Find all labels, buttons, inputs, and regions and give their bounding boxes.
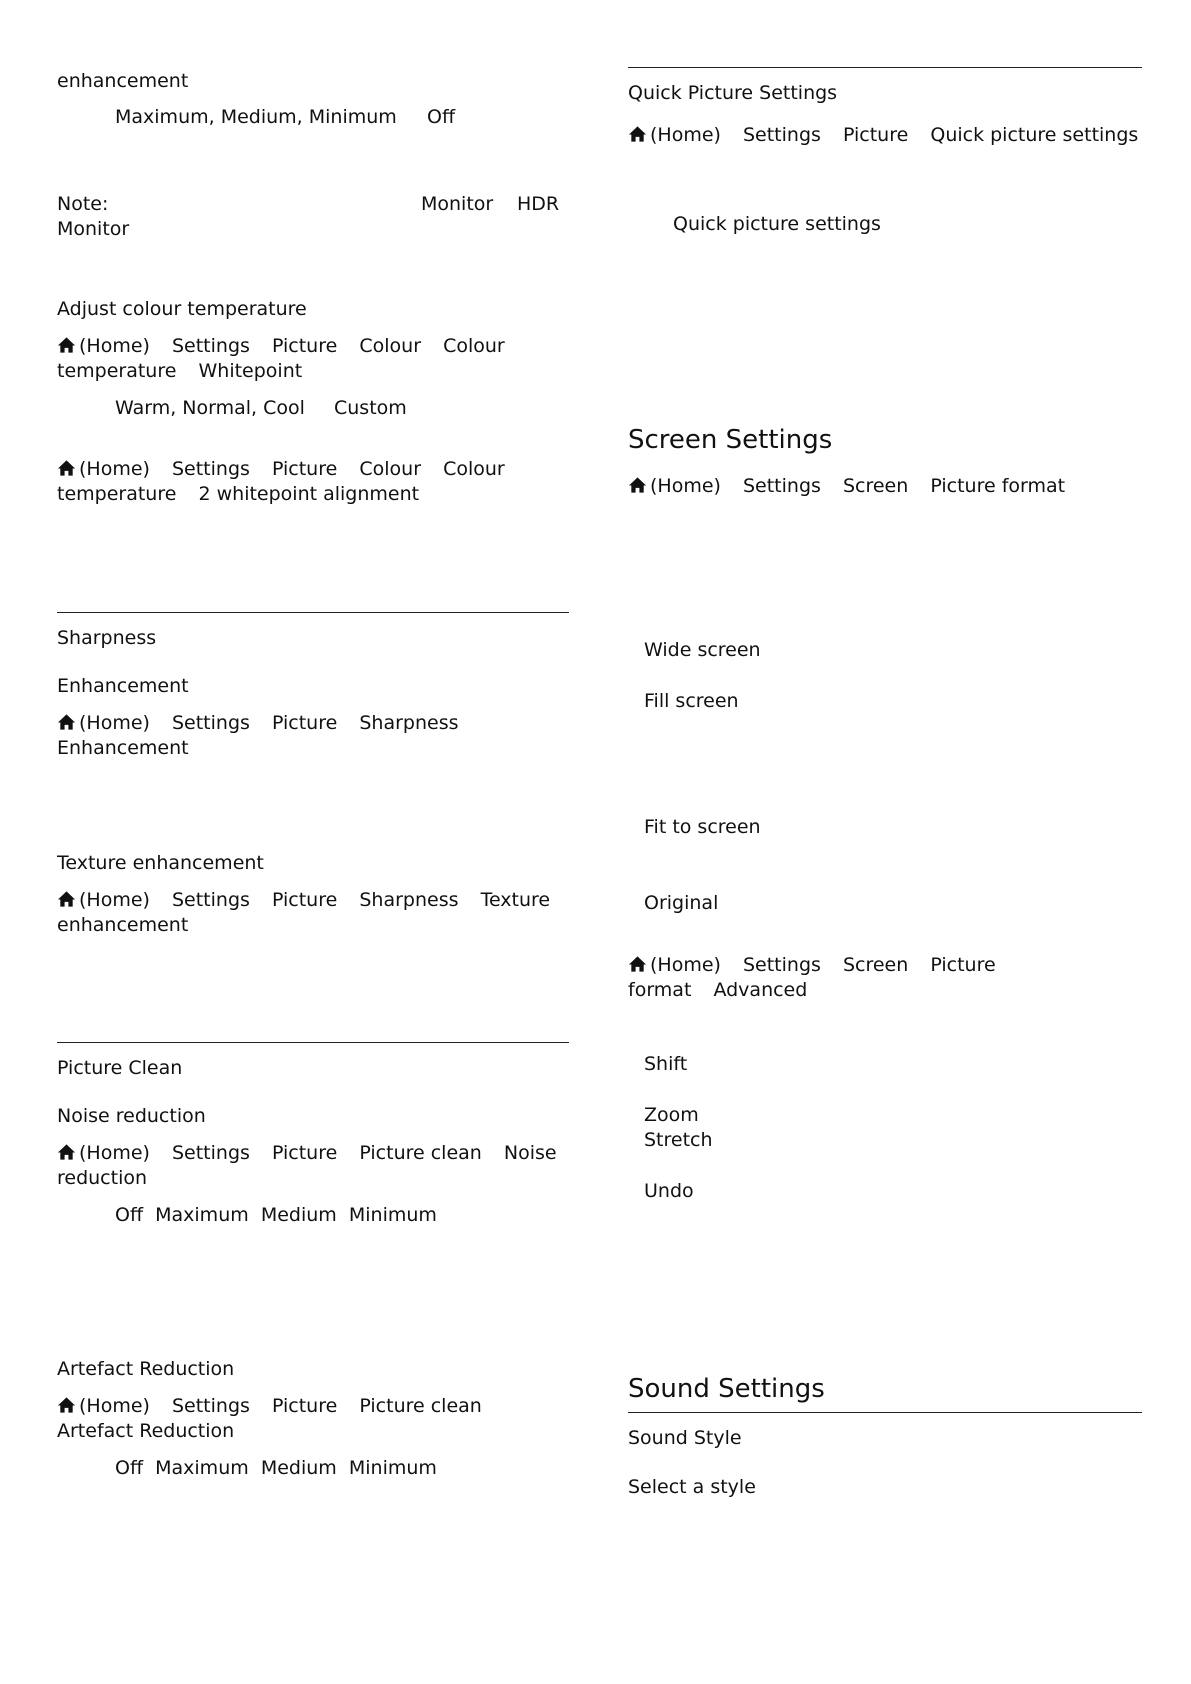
section-divider xyxy=(628,67,1142,68)
format-wide-screen: Wide screen xyxy=(644,639,761,661)
breadcrumb-quick-picture-settings: (Home) Settings Picture Quick picture settings xyxy=(628,123,1138,148)
home-icon xyxy=(628,955,647,973)
home-icon xyxy=(57,1143,76,1161)
format-fill-screen: Fill screen xyxy=(644,690,739,712)
home-icon xyxy=(628,125,647,143)
breadcrumb-noise-reduction-cont: reduction xyxy=(57,1167,148,1189)
select-style-text: Select a style xyxy=(628,1476,756,1498)
home-icon xyxy=(57,890,76,908)
breadcrumb-whitepoint-alignment-cont: temperature 2 whitepoint alignment xyxy=(57,483,420,505)
enhancement-options: Maximum, Medium, Minimum xyxy=(115,106,397,128)
artefact-reduction-heading: Artefact Reduction xyxy=(57,1358,235,1380)
noise-reduction-options: Off Maximum Medium Minimum xyxy=(115,1204,437,1226)
colour-temperature-options: Warm, Normal, Cool xyxy=(115,397,305,419)
sharpness-heading: Sharpness xyxy=(57,627,157,649)
breadcrumb-picture-format-advanced: (Home) Settings Screen Picture xyxy=(628,953,996,978)
colour-temperature-option-custom: Custom xyxy=(334,397,407,419)
sound-style-heading: Sound Style xyxy=(628,1427,742,1449)
home-icon xyxy=(57,1396,76,1414)
note-monitor-word: Monitor xyxy=(421,193,494,215)
enhancement-heading: enhancement xyxy=(57,70,189,92)
picture-clean-heading: Picture Clean xyxy=(57,1057,183,1079)
breadcrumb-whitepoint-cont: temperature Whitepoint xyxy=(57,360,303,382)
note-second-line: Monitor xyxy=(57,218,130,240)
breadcrumb-noise-reduction: (Home) Settings Picture Picture clean Noise xyxy=(57,1141,557,1166)
noise-reduction-heading: Noise reduction xyxy=(57,1105,206,1127)
breadcrumb-texture-enhancement: (Home) Settings Picture Sharpness Texture xyxy=(57,888,550,913)
format-original: Original xyxy=(644,892,719,914)
texture-enhancement-heading: Texture enhancement xyxy=(57,852,264,874)
quick-picture-settings-item: Quick picture settings xyxy=(673,213,881,235)
note-label: Note: xyxy=(57,193,109,215)
artefact-reduction-options: Off Maximum Medium Minimum xyxy=(115,1457,437,1479)
note-hdr-word: HDR xyxy=(517,193,560,215)
home-icon xyxy=(57,713,76,731)
breadcrumb-whitepoint-alignment: (Home) Settings Picture Colour Colour xyxy=(57,457,505,482)
breadcrumb-picture-format-advanced-cont: format Advanced xyxy=(628,979,808,1001)
breadcrumb-artefact-reduction: (Home) Settings Picture Picture clean xyxy=(57,1394,482,1419)
advanced-shift: Shift xyxy=(644,1053,688,1075)
section-divider xyxy=(57,1042,569,1043)
home-icon xyxy=(57,336,76,354)
breadcrumb-texture-enhancement-cont: enhancement xyxy=(57,914,189,936)
breadcrumb-picture-format: (Home) Settings Screen Picture format xyxy=(628,474,1065,499)
advanced-undo: Undo xyxy=(644,1180,694,1202)
screen-settings-heading: Screen Settings xyxy=(628,425,833,455)
breadcrumb-sharpness-enhancement: (Home) Settings Picture Sharpness xyxy=(57,711,459,736)
section-divider xyxy=(57,612,569,613)
enhancement-option-off: Off xyxy=(427,106,456,128)
format-fit-to-screen: Fit to screen xyxy=(644,816,761,838)
home-icon xyxy=(57,459,76,477)
breadcrumb-whitepoint: (Home) Settings Picture Colour Colour xyxy=(57,334,505,359)
quick-picture-settings-heading: Quick Picture Settings xyxy=(628,82,838,104)
sound-settings-heading: Sound Settings xyxy=(628,1374,825,1404)
advanced-zoom: Zoom xyxy=(644,1104,699,1126)
breadcrumb-artefact-reduction-cont: Artefact Reduction xyxy=(57,1420,235,1442)
colour-temperature-heading: Adjust colour temperature xyxy=(57,298,307,320)
section-divider xyxy=(628,1412,1142,1413)
breadcrumb-sharpness-enhancement-cont: Enhancement xyxy=(57,737,189,759)
home-icon xyxy=(628,476,647,494)
enhancement-subheading: Enhancement xyxy=(57,675,189,697)
advanced-stretch: Stretch xyxy=(644,1129,713,1151)
